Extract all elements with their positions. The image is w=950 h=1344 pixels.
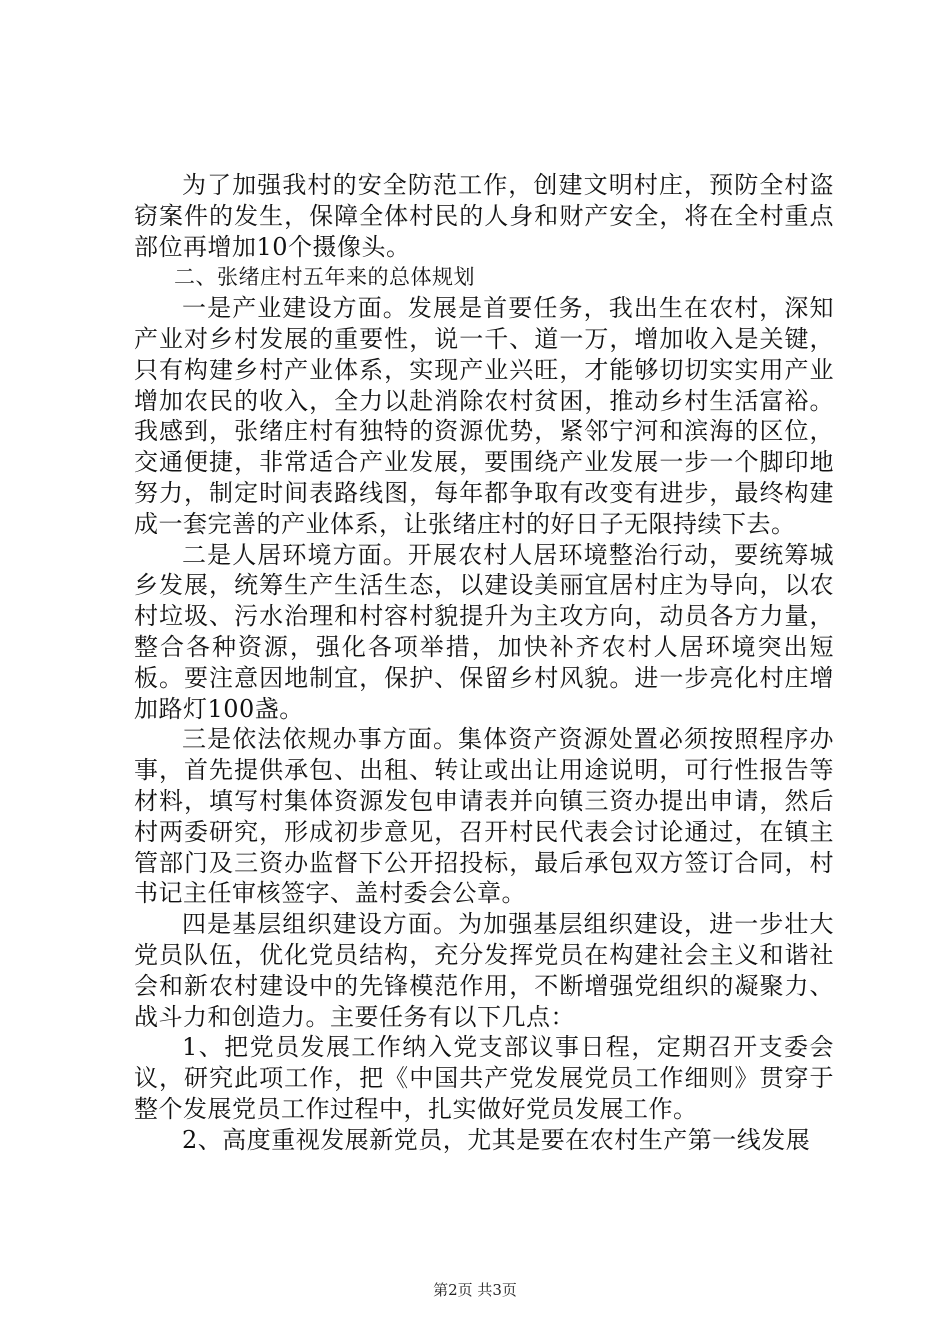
list-item-2: 2、高度重视发展新党员，尤其是要在农村生产第一线发展 xyxy=(182,1125,811,1154)
paragraph-security: 为了加强我村的安全防范工作，创建文明村庄，预防全村盗窃案件的发生，保障全体村民的人身和财产安全，将在全村重点部位再增加10个摄像头。 xyxy=(134,171,834,261)
paragraph-environment: 二是人居环境方面。开展农村人居环境整治行动，要统筹城乡发展，统筹生产生活生态，以建设美丽宜居村庄为导向，以农村垃圾、污水治理和村容村貌提升为主攻方向，动员各方力量，整合各种资源，强化各项举措，加快补齐农村人居环境突出短板。要注意因地制宜，保护、保留乡村风貌。进一步亮化村庄增加路灯100盏。 xyxy=(134,540,834,723)
paragraph-legal-procedure: 三是依法依规办事方面。集体资产资源处置必须按照程序办事，首先提供承包、出租、转让或出让用途说明，可行性报告等材料，填写村集体资源发包申请表并向镇三资办提出申请，然后村两委研究，形成初步意见，召开村民代表会讨论通过，在镇主管部门及三资办监督下公开招投标，最后承包双方签订合同，村书记主任审核签字、盖村委会公章。 xyxy=(134,725,834,908)
paragraph-organization: 四是基层组织建设方面。为加强基层组织建设，进一步壮大党员队伍，优化党员结构，充分发挥党员在构建社会主义和谐社会和新农村建设中的先锋模范作用，不断增强党组织的凝聚力、战斗力和创造力。主要任务有以下几点： xyxy=(134,910,834,1031)
paragraph-industry: 一是产业建设方面。发展是首要任务，我出生在农村，深知产业对乡村发展的重要性，说一千、道一万，增加收入是关键，只有构建乡村产业体系，实现产业兴旺，才能够切切实实用产业增加农民的收入，全力以赴消除农村贫困，推动乡村生活富裕。我感到，张绪庄村有独特的资源优势，紧邻宁河和滨海的区位，交通便捷，非常适合产业发展，要围绕产业发展一步一个脚印地努力，制定时间表路线图，每年都争取有改变有进步，最终构建成一套完善的产业体系，让张绪庄村的好日子无限持续下去。 xyxy=(134,294,834,538)
document-body xyxy=(134,170,834,1156)
page-footer: 第2页 共3页 xyxy=(433,1281,517,1299)
section-heading: 二、张绪庄村五年来的总体规划 xyxy=(174,265,475,290)
list-item-1: 1、把党员发展工作纳入党支部议事日程，定期召开支委会议，研究此项工作，把《中国共产党发展党员工作细则》贯穿于整个发展党员工作过程中，扎实做好党员发展工作。 xyxy=(134,1033,834,1123)
